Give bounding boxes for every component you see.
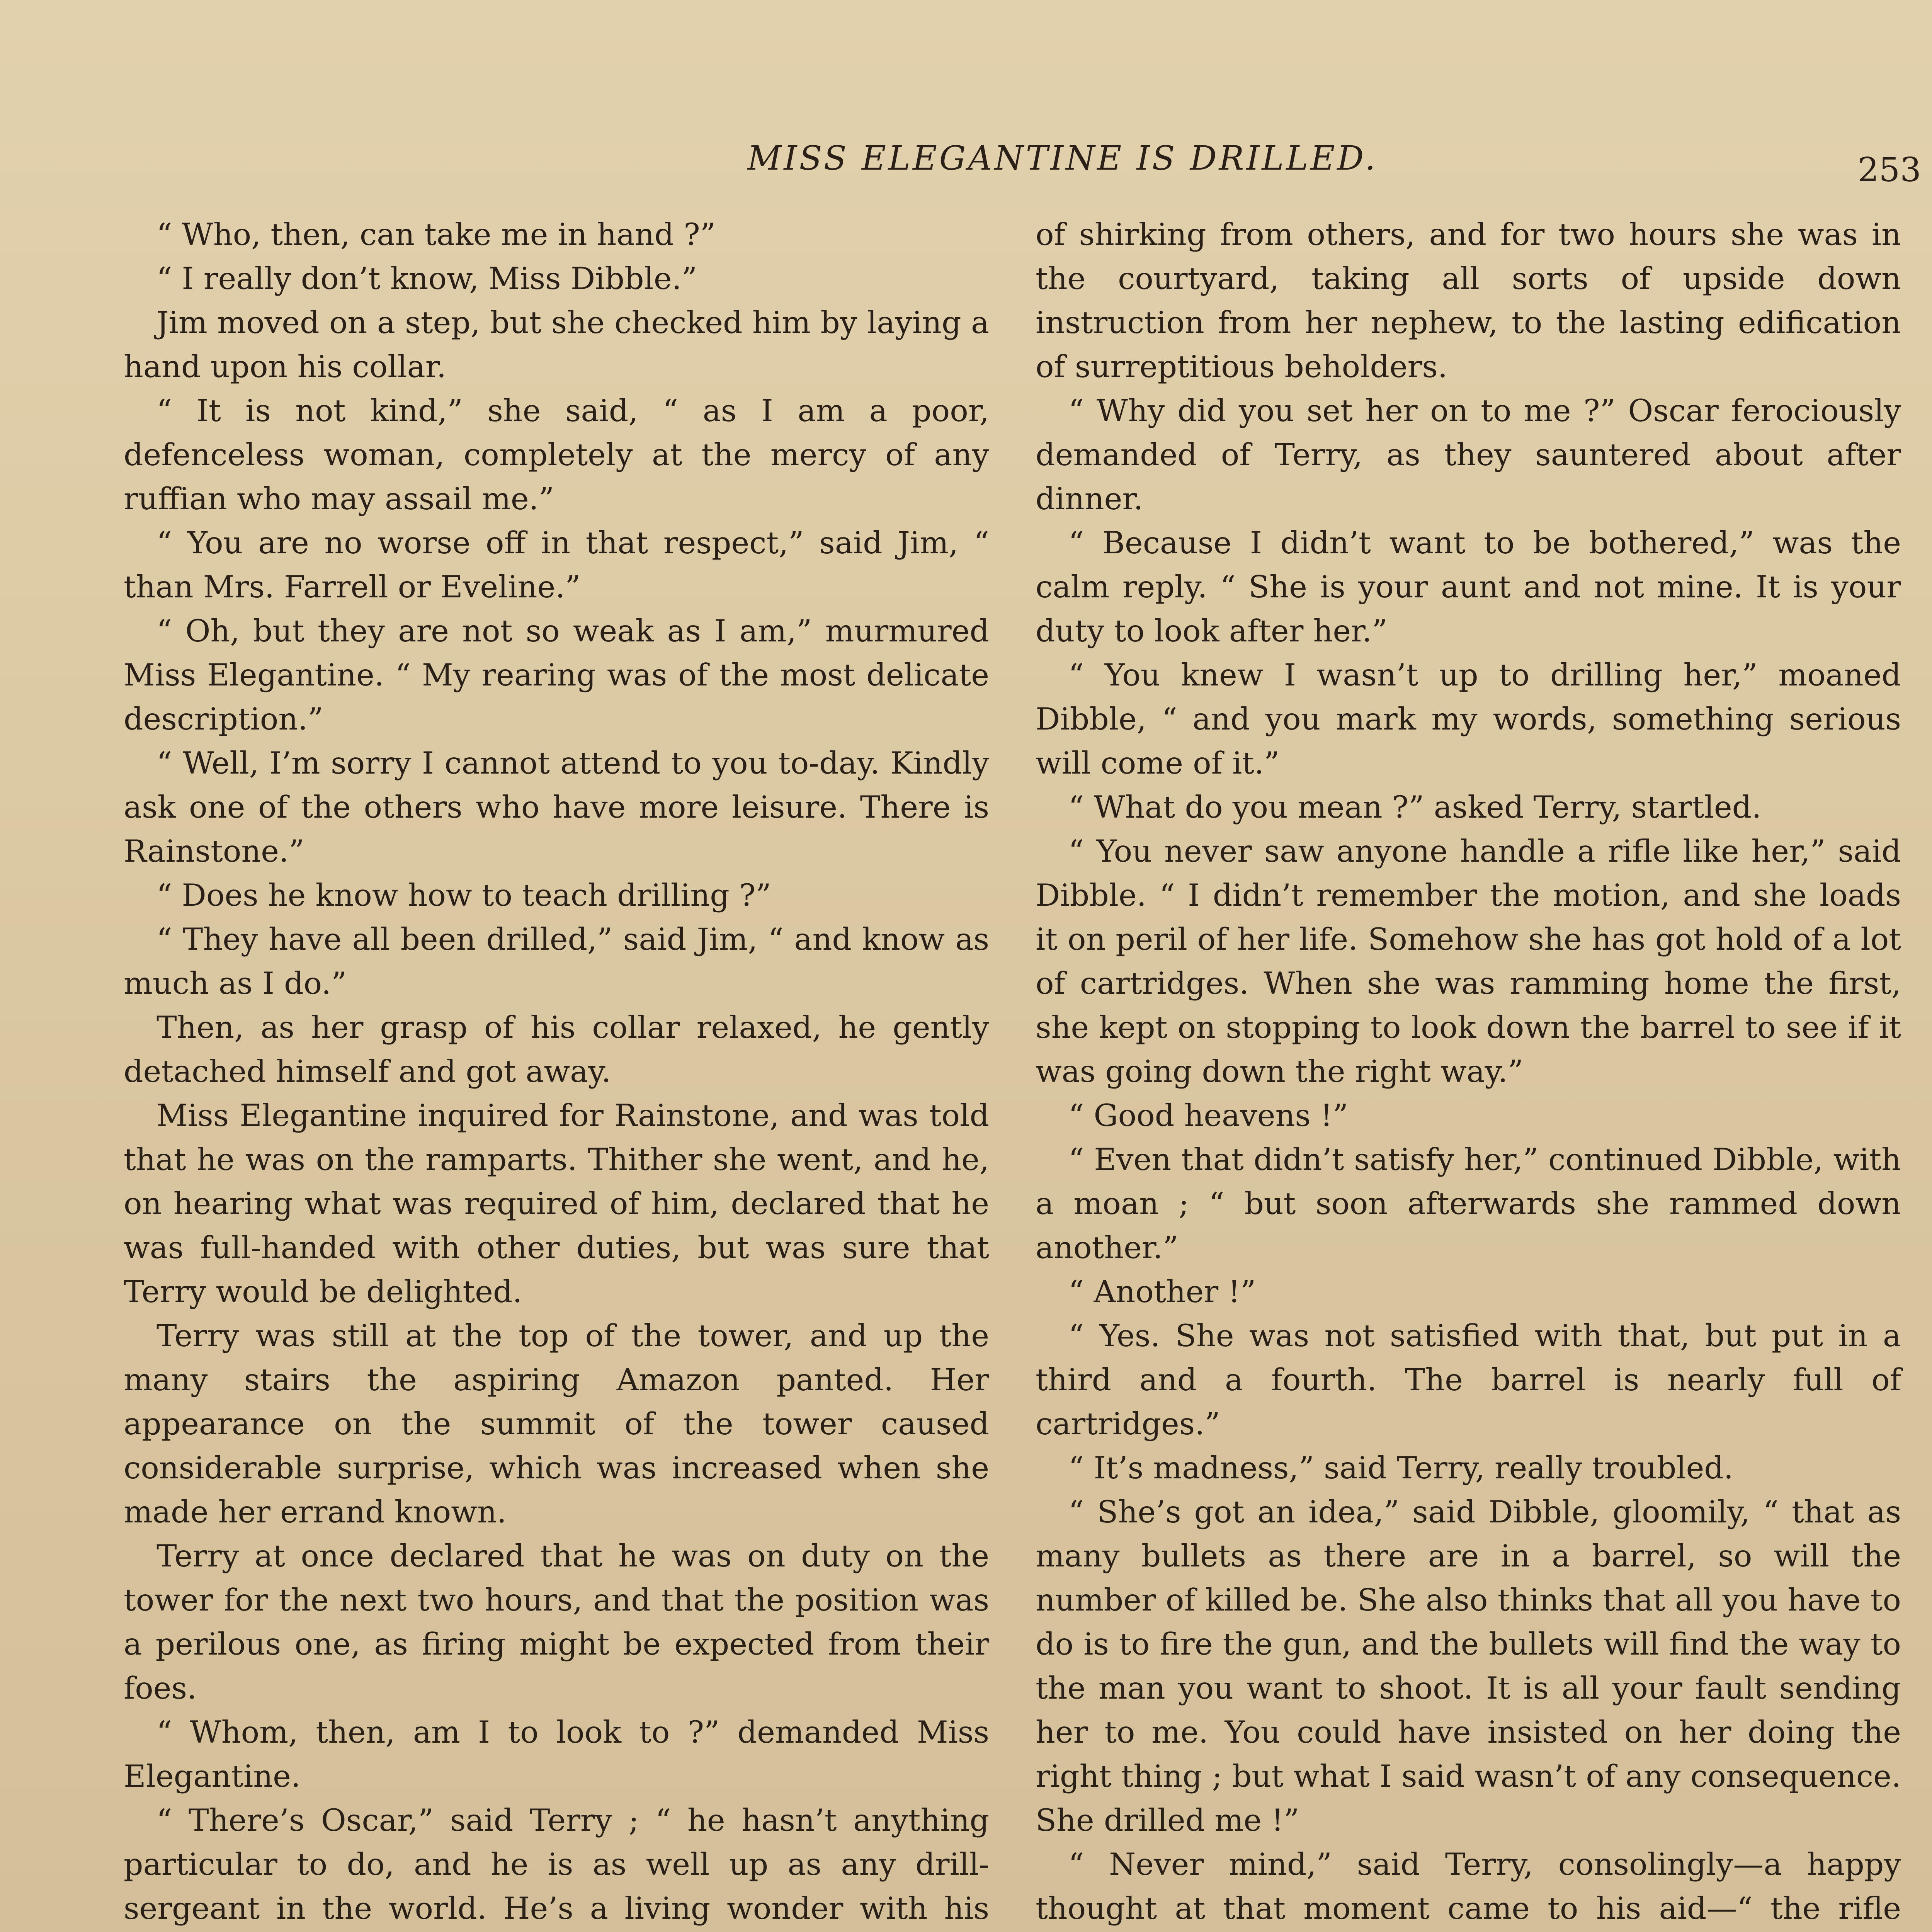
paragraph: Terry was still at the top of the tower, and up the many stairs the aspiring Amazon panted. Her appearance on the summit of the tower caused considerable surprise, which was increased when she made her errand known.	[124, 1318, 989, 1530]
paragraph: “ Well, I’m sorry I cannot attend to you to-day. Kindly ask one of the others who have more leisure. There is Rainstone.”	[124, 745, 989, 869]
paragraph: “ You never saw anyone handle a rifle like her,” said Dibble. “ I didn’t remember the motion, and she loads it on peril of her life. Somehow she has got hold of a lot of cartridges. When she was ramming home the first, she kept on stopping to look down the barrel to see if it was going down the right way.”	[1036, 833, 1901, 1089]
paragraph: “ They have all been drilled,” said Jim, “ and know as much as I do.”	[124, 922, 989, 1001]
paragraph: “ You knew I wasn’t up to drilling her,” moaned Dibble, “ and you mark my words, something serious will come of it.”	[1036, 657, 1901, 781]
right-column	[1036, 213, 1901, 1932]
paragraph: “ Whom, then, am I to look to ?” demanded Miss Elegantine.	[124, 1714, 989, 1794]
paragraph: “ There’s Oscar,” said Terry ; “ he hasn’t anything particular to do, and he is as well up as any drill-sergeant in the world. He’s a living wonder with his	[124, 1803, 989, 1926]
paragraph: Miss Elegantine inquired for Rainstone, and was told that he was on the ramparts. Thither she went, and he, on hearing what was required of him, declared that he was full-handed with other duties, but was sure that Terry would be delighted.	[124, 1098, 989, 1310]
paragraph: “ Another !”	[1068, 1274, 1256, 1310]
paragraph: “ Oh, but they are not so weak as I am,” murmured Miss Elegantine. “ My rearing was of the most delicate description.”	[124, 613, 989, 737]
paragraph: “ Because I didn’t want to be bothered,” was the calm reply. “ She is your aunt and not mine. It is your duty to look after her.”	[1036, 525, 1901, 649]
paragraph: Then, as her grasp of his collar relaxed, he gently detached himself and got away.	[124, 1010, 989, 1089]
left-column	[124, 213, 989, 1932]
paragraph: “ Good heavens !”	[1068, 1098, 1349, 1133]
page-number: 253	[1857, 151, 1921, 189]
paragraph: “ You are no worse off in that respect,” said Jim, “ than Mrs. Farrell or Eveline.”	[124, 525, 989, 605]
paragraph: Terry at once declared that he was on duty on the tower for the next two hours, and that the position was a perilous one, as firing might be expected from their foes.	[124, 1538, 989, 1706]
paragraph: “ Why did you set her on to me ?” Oscar ferociously demanded of Terry, as they sauntered about after dinner.	[1036, 393, 1901, 517]
paragraph: Jim moved on a step, but she checked him by laying a hand upon his collar.	[124, 305, 989, 384]
paragraph: “ I really don’t know, Miss Dibble.”	[156, 261, 697, 296]
paragraph: of shirking from others, and for two hours she was in the courtyard, taking all sorts of upside down instruction from her nephew, to the lasting edification of surreptitious beholders.	[1036, 217, 1901, 384]
paragraph: “ She’s got an idea,” said Dibble, gloomily, “ that as many bullets as there are in a barrel, so will the number of killed be. She also thinks that all you have to do is to fire the gun, and the bullets will find the way to the man you want to shoot. It is all your fault sending her to me. You could have insisted on her doing the right thing ; but what I said wasn’t of any consequence. She drilled me !”	[1036, 1494, 1901, 1838]
paragraph: “ Never mind,” said Terry, consolingly—a happy thought at that moment came to his aid—“ the rifle	[1036, 1847, 1901, 1926]
paragraph: “ It is not kind,” she said, “ as I am a poor, defenceless woman, completely at the mercy of any ruffian who may assail me.”	[124, 393, 989, 517]
paragraph: “ It’s madness,” said Terry, really troubled.	[1068, 1450, 1734, 1486]
paragraph: “ Even that didn’t satisfy her,” continued Dibble, with a moan ; “ but soon afterwards she rammed down another.”	[1036, 1142, 1901, 1265]
paragraph: “ Who, then, can take me in hand ?”	[156, 217, 716, 252]
paragraph: “ Yes. She was not satisfied with that, but put in a third and a fourth. The barrel is nearly full of cartridges.”	[1036, 1318, 1901, 1442]
paragraph: “ What do you mean ?” asked Terry, startled.	[1068, 789, 1762, 825]
running-head: MISS ELEGANTINE IS DRILLED.	[747, 139, 1378, 178]
paragraph: “ Does he know how to teach drilling ?”	[156, 878, 771, 913]
